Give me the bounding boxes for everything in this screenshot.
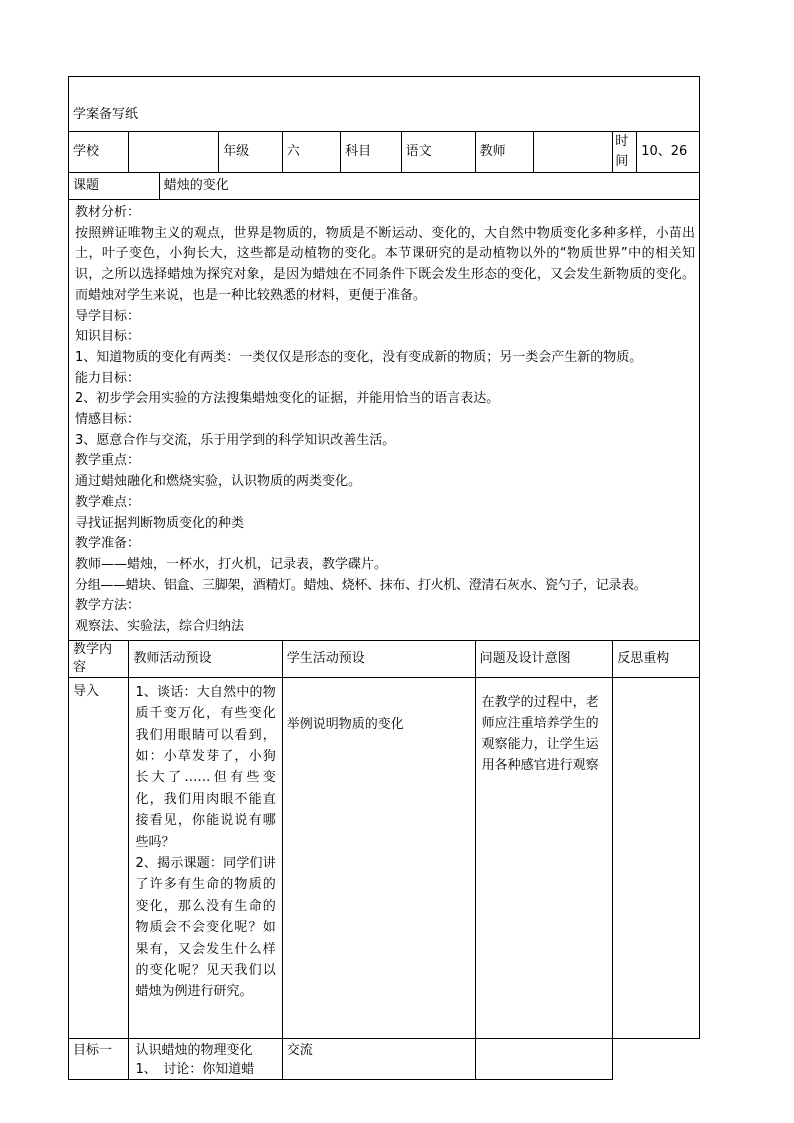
time-label: 时间 (613, 132, 637, 173)
analysis-heading: 教材分析： (75, 205, 141, 220)
row-student: 举例说明物质的变化 (282, 677, 475, 1038)
prep-heading: 教学准备： (75, 536, 141, 552)
teacher-label: 教师 (475, 132, 533, 173)
teacher-value (534, 132, 613, 173)
school-value (129, 132, 219, 173)
table-row (69, 677, 700, 1038)
time-value: 10、26 (637, 132, 700, 173)
key-heading: 教学重点： (75, 453, 141, 469)
row-intent (475, 1038, 613, 1079)
col-header-intent: 问题及设计意图 (475, 640, 613, 677)
row-teacher: 1、谈话：大自然中的物质千变万化，有些变化我们用眼睛可以看到，如：小草发芽了，小狗长大了……但有些变化，我们用肉眼不能直接看见，你能说说有哪些吗？ 2、揭示课题：同学们讲了许多有生命的物质的变化，那么没有生命的物质会不会变化呢？如果有，又会发生什么样的变化呢？见天我们以蜡烛为例进行研究。 (129, 677, 282, 1038)
col-header-reflection: 反思重构 (613, 640, 700, 677)
row-content: 导入 (69, 677, 129, 1038)
col-header-student: 学生活动预设 (282, 640, 475, 677)
row-teacher: 认识蜡烛的物理变化 1、 讨论：你知道蜡 (129, 1038, 282, 1079)
header-title: 学案备写纸 (69, 77, 700, 132)
emotion-heading: 情感目标： (75, 412, 141, 428)
prep-teacher: 教师——蜡烛，一杯水，打火机，记录表，教学碟片。 (75, 556, 388, 572)
difficulty-heading: 教学难点： (75, 494, 141, 510)
key-text: 通过蜡烛融化和燃烧实验，认识物质的两类变化。 (75, 474, 362, 490)
table-row (69, 1038, 700, 1079)
grade-label: 年级 (219, 132, 283, 173)
row-student: 交流 (282, 1038, 475, 1079)
col-header-teacher: 教师活动预设 (129, 640, 282, 677)
subject-value: 语文 (401, 132, 475, 173)
school-label: 学校 (69, 132, 129, 173)
col-header-content: 教学内容 (69, 640, 129, 677)
emotion-text: 3、愿意合作与交流，乐于用学到的科学知识改善生活。 (75, 432, 396, 448)
method-text: 观察法、实验法，综合归纳法 (75, 619, 245, 635)
ability-heading: 能力目标： (75, 370, 141, 386)
knowledge-text: 1、知道物质的变化有两类：一类仅仅是形态的变化，没有变成新的物质；另一类会产生新的物质。 (75, 349, 643, 365)
goals-heading: 导学目标： (75, 308, 141, 324)
difficulty-text: 寻找证据判断物质变化的种类 (75, 515, 245, 531)
row-reflection (613, 1038, 700, 1079)
lesson-plan-table (68, 76, 700, 1080)
row-intent: 在教学的过程中，老师应注重培养学生的观察能力，让学生运用各种感官进行观察 (475, 677, 613, 1038)
analysis-cell (69, 200, 700, 641)
topic-value: 蜡烛的变化 (159, 173, 699, 200)
prep-group: 分组——蜡块、铝盒、三脚架，酒精灯。蜡烛、烧杯、抹布、打火机、澄清石灰水、瓷勺子，记录表。 (75, 577, 647, 593)
subject-label: 科目 (341, 132, 401, 173)
method-heading: 教学方法： (75, 598, 141, 614)
analysis-paragraph: 按照辨证唯物主义的观点，世界是物质的，物质是不断运动、变化的，大自然中物质变化多种多样，小苗出土，叶子变色，小狗长大，这些都是动植物的变化。本节课研究的是动植物以外的“物质世界”中的相关知识，之所以选择蜡烛为探究对象，是因为蜡烛在不同条件下既会发生形态的变化，又会发生新物质的变化。而蜡烛对学生来说，也是一种比较熟悉的材料，更便于准备。 (75, 225, 695, 303)
row-content: 目标一 (69, 1038, 129, 1079)
ability-text: 2、初步学会用实验的方法搜集蜡烛变化的证据，并能用恰当的语言表达。 (75, 391, 500, 407)
grade-value: 六 (282, 132, 340, 173)
row-reflection (613, 677, 700, 1038)
knowledge-heading: 知识目标： (75, 329, 141, 345)
topic-label: 课题 (69, 173, 160, 200)
